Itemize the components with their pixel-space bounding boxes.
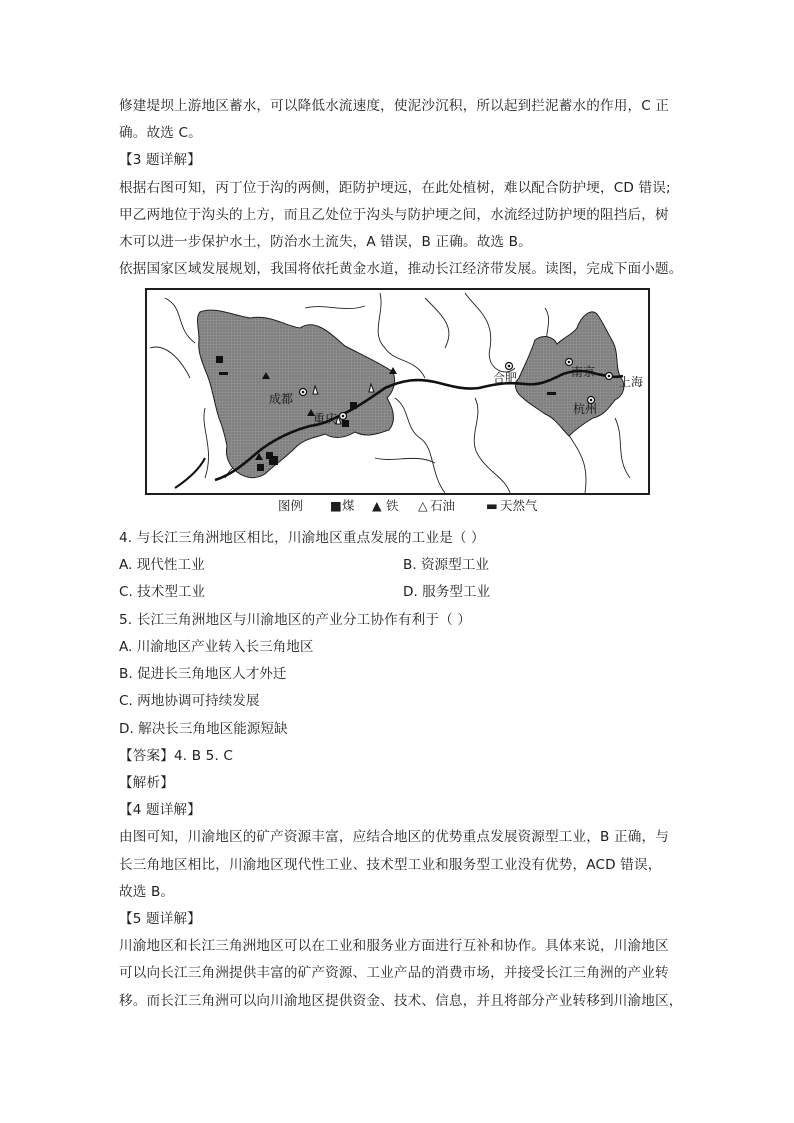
- city-label-hefei: 合肥: [493, 371, 518, 385]
- text-line: 甲乙两地位于沟头的上方，而且乙处位于沟头与防护埂之间，水流经过防护埂的阻挡后，树: [119, 207, 669, 223]
- legend-coal-label: 煤: [342, 498, 355, 513]
- text-line: 木可以进一步保护水土，防治水土流失，A 错误，B 正确。故选 B。: [119, 234, 532, 250]
- city-label-nanjing: 南京: [571, 365, 596, 379]
- coal-icon: [216, 356, 223, 363]
- q5-option-d: D. 解决长三角地区能源短缺: [119, 721, 288, 737]
- legend-gas-swatch: ▬: [486, 498, 498, 513]
- city-label-hangzhou: 杭州: [573, 402, 598, 416]
- q4-stem: 4. 与长江三角洲地区相比，川渝地区重点发展的工业是（ ）: [119, 530, 485, 546]
- q5-stem: 5. 长江三角洲地区与川渝地区的产业分工协作有利于（ ）: [119, 612, 472, 628]
- city-label-chongqing: 重庆: [313, 412, 338, 426]
- coal-icon: [342, 420, 349, 427]
- legend-iron-swatch: ▲: [372, 498, 382, 513]
- answer-line: 【答案】4. B 5. C: [119, 748, 234, 764]
- text-line: 可以向长江三角洲提供丰富的矿产资源、工业产品的消费市场，并接受长江三角洲的产业转: [119, 965, 669, 981]
- legend-iron-label: 铁: [386, 498, 399, 513]
- text-line: 由图可知，川渝地区的矿产资源丰富，应结合地区的优势重点发展资源型工业，B 正确，与: [119, 829, 669, 845]
- city-label-chengdu: 成都: [269, 392, 294, 406]
- q5-option-c: C. 两地协调可持续发展: [119, 693, 260, 709]
- city-label-shanghai: 上海: [619, 375, 644, 389]
- text-line: 移。而长江三角洲可以向川渝地区提供资金、技术、信息，并且将部分产业转移到川渝地区，: [119, 993, 683, 1009]
- yangtze-economic-belt-map: [145, 288, 650, 495]
- text-line: 川渝地区和长江三角洲地区可以在工业和服务业方面进行互补和协作。具体来说，川渝地区: [119, 938, 669, 954]
- q5-option-b: B. 促进长三角地区人才外迁: [119, 666, 287, 682]
- section-heading: 【3 题详解】: [119, 152, 201, 168]
- text-line: 确。故选 C。: [119, 125, 202, 141]
- section-heading: 【解析】: [119, 775, 174, 791]
- q4-option-d: D. 服务型工业: [403, 584, 491, 600]
- text-line: 根据右图可知，丙丁位于沟的两侧，距防护埂远，在此处植树，难以配合防护埂，CD 错误;: [119, 180, 671, 196]
- legend-oil-swatch: △: [418, 498, 428, 513]
- legend-coal-swatch: ■: [330, 498, 342, 513]
- legend-oil-label: 石油: [430, 498, 456, 513]
- coal-icon: [257, 464, 264, 471]
- section-heading: 【5 题详解】: [119, 911, 201, 927]
- text-line: 修建堤坝上游地区蓄水，可以降低水流速度，使泥沙沉积，所以起到拦泥蓄水的作用，C 正: [119, 98, 670, 114]
- text-line: 依据国家区域发展规划，我国将依托黄金水道，推动长江经济带发展。读图，完成下面小题。: [119, 261, 683, 277]
- text-line: 故选 B。: [119, 884, 175, 900]
- text-line: 长三角地区相比，川渝地区现代性工业、技术型工业和服务型工业没有优势，ACD 错误，: [119, 857, 662, 873]
- q5-option-a: A. 川渝地区产业转入长三角地区: [119, 639, 314, 655]
- legend-gas-label: 天然气: [500, 498, 538, 513]
- q4-option-b: B. 资源型工业: [403, 557, 489, 573]
- q4-option-c: C. 技术型工业: [119, 584, 206, 600]
- gas-icon: [219, 372, 228, 375]
- q4-option-a: A. 现代性工业: [119, 557, 205, 573]
- coal-icon: [269, 456, 278, 465]
- coal-icon: [350, 402, 357, 409]
- gas-icon: [547, 392, 556, 395]
- legend-title: 图例: [278, 498, 304, 513]
- section-heading: 【4 题详解】: [119, 802, 201, 818]
